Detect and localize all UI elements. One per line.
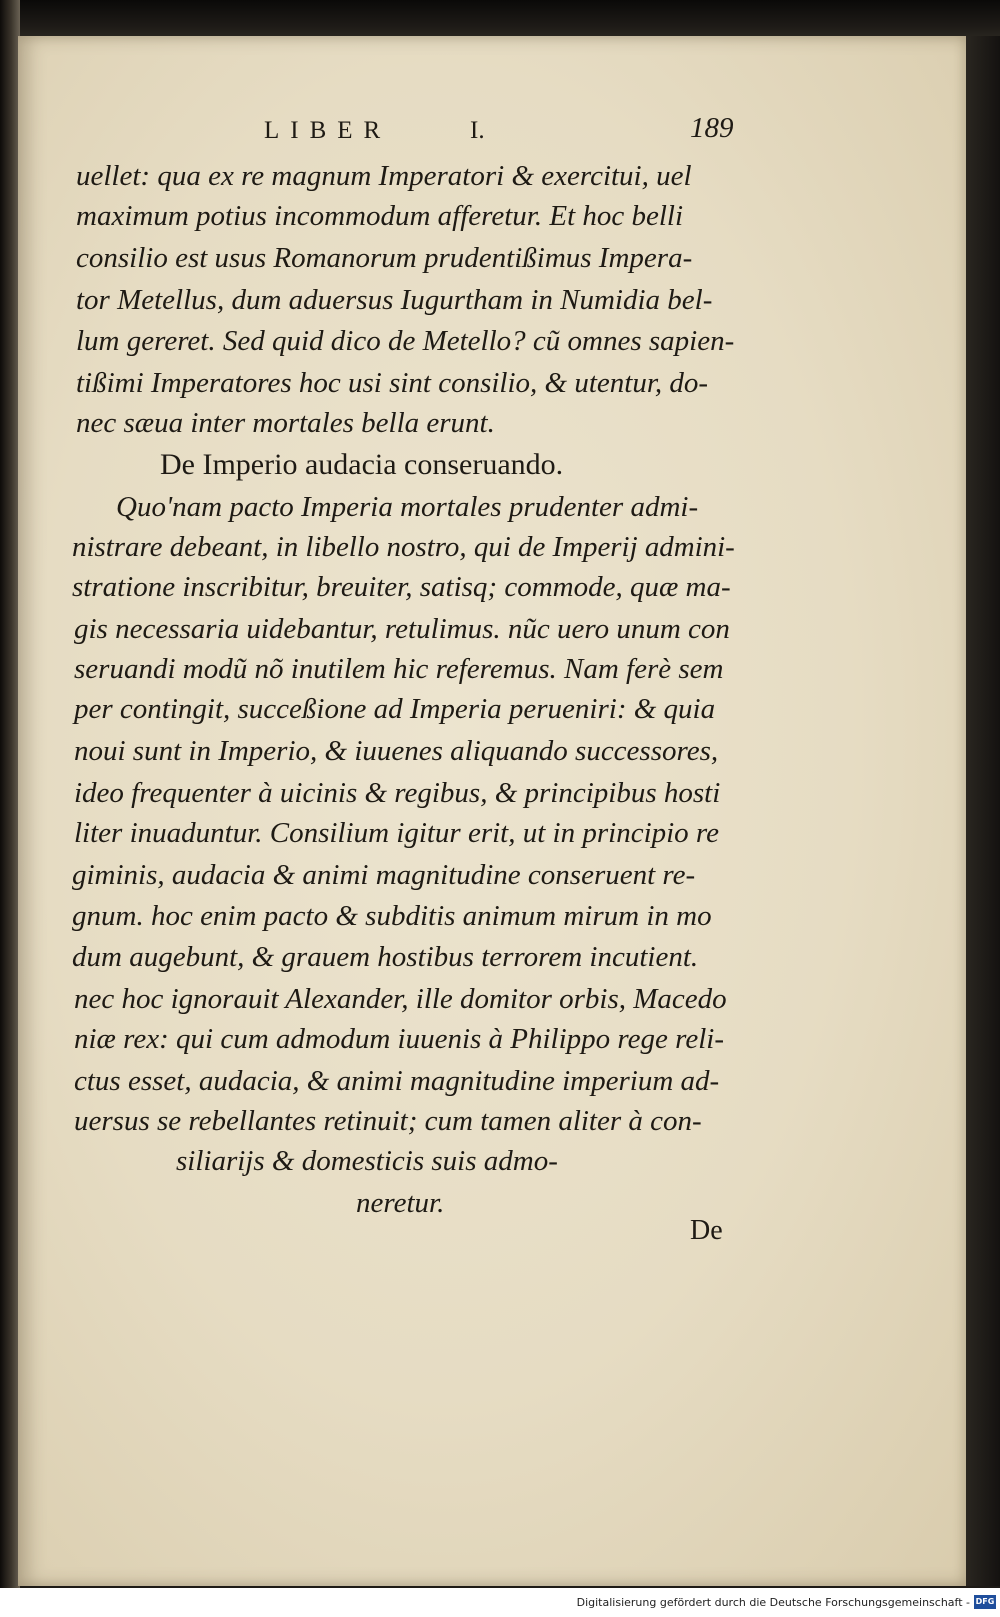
text-line: ctus esset, audacia, & animi magnitudine imperium ad- — [74, 1065, 720, 1097]
text-line: dum augebunt, & grauem hostibus terrorem incutient. — [72, 941, 699, 973]
dfg-logo-icon: DFG — [974, 1595, 996, 1609]
text-line: ideo frequenter à uicinis & regibus, & principibus hosti — [74, 777, 721, 809]
text-line: consilio est usus Romanorum prudentißimus Impera- — [76, 242, 693, 274]
scan-border-left — [0, 0, 20, 1588]
text-line: noui sunt in Imperio, & iuuenes aliquando successores, — [74, 735, 719, 767]
text-line: seruandi modũ nõ inutilem hic referemus. Nam ferè sem — [74, 653, 724, 685]
text-line: tor Metellus, dum aduersus Iugurtham in Numidia bel- — [76, 284, 713, 316]
catchword: De — [690, 1215, 723, 1246]
running-head: LIBER — [264, 117, 392, 144]
footer-credit: Digitalisierung gefördert durch die Deutsche Forschungsgemeinschaft - — [576, 1596, 970, 1609]
text-line: nistrare debeant, in libello nostro, qui de Imperij admini- — [72, 531, 735, 563]
section-heading: De Imperio audacia conseruando. — [160, 448, 564, 481]
scan-border-right — [966, 36, 1000, 1586]
page-number: 189 — [690, 112, 734, 144]
text-line: neretur. — [356, 1187, 445, 1219]
text-line: Quo'nam pacto Imperia mortales prudenter admi- — [116, 491, 699, 523]
text-line: uersus se rebellantes retinuit; cum tamen aliter à con- — [74, 1105, 702, 1137]
book-number: I. — [470, 117, 485, 144]
text-line: tißimi Imperatores hoc usi sint consilio, & utentur, do- — [76, 367, 709, 399]
text-line: giminis, audacia & animi magnitudine conseruent re- — [72, 859, 696, 891]
text-line: stratione inscribitur, breuiter, satisq; commode, quæ ma- — [72, 571, 731, 603]
text-line: liter inuaduntur. Consilium igitur erit, ut in principio re — [74, 817, 720, 849]
text-line: nec sæua inter mortales bella erunt. — [76, 407, 495, 439]
text-line: maximum potius incommodum afferetur. Et hoc belli — [76, 200, 684, 232]
text-line: per contingit, succeßione ad Imperia perueniri: & quia — [74, 693, 716, 725]
text-line: gis necessaria uidebantur, retulimus. nũc uero unum con — [74, 613, 730, 645]
text-line: uellet: qua ex re magnum Imperatori & exercitui, uel — [76, 160, 692, 192]
text-line: nec hoc ignorauit Alexander, ille domitor orbis, Macedo — [74, 983, 727, 1015]
text-line: lum gereret. Sed quid dico de Metello? cũ omnes sapien- — [76, 325, 735, 357]
text-line: gnum. hoc enim pacto & subditis animum mirum in mo — [72, 900, 712, 932]
scan-border-top — [0, 0, 1000, 40]
text-line: siliarijs & domesticis suis admo- — [176, 1145, 558, 1177]
text-line: niæ rex: qui cum admodum iuuenis à Philippo rege reli- — [74, 1023, 724, 1055]
